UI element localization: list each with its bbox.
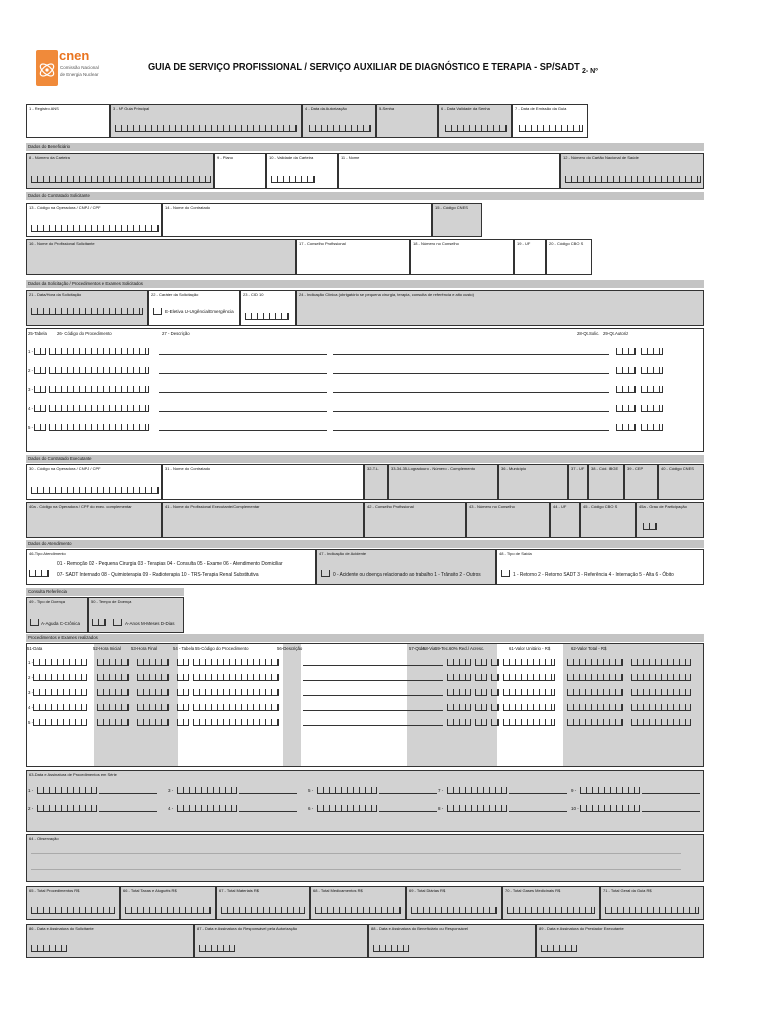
serie-number: 4 - [168, 806, 174, 811]
field-total-geral[interactable]: 71 - Total Geral da Guia R$ [600, 886, 704, 920]
field-codigo-operadora[interactable]: 13 - Código na Operadora / CNPJ / CPF [26, 203, 162, 237]
table-procedimentos-realizados: 51-Data 52-Hora Inicial 53-Hora Final 54 - Tabela 55-Código do Procedimento 56-Descrição 57-Qtde. 58-Via 59-Tec. 60% Red./ Acresc. 61-Valor Unitário - R$ 62-Valor Total - R$ 1 - 2 - 3 - 4 - 5 - [26, 643, 704, 767]
field-tipo-atendimento[interactable]: 46-Tipo Atendimento 01 - Remoção 02 - Pequena Cirurgia 03 - Terapias 04 - Consulta 05 - Exame 06 - Atendimento Domiciliar 07- SADT Internado 08 - Quimioterapia 09 - Radioterapia 10 - TRS-Terapia Renal Substitutiva [26, 549, 316, 585]
field-exec-conselho[interactable]: 42 - Conselho Profissional [364, 502, 466, 538]
serie-number: 1 - [28, 788, 34, 793]
field-cbos[interactable]: 20 - Código CBO S [546, 239, 592, 275]
row-number: 5 - [28, 720, 34, 725]
field-uf[interactable]: 19 - UF [514, 239, 546, 275]
serie-item[interactable] [27, 787, 163, 797]
field-logradouro[interactable]: 33-34-35-Logradouro - Número - Complemento [388, 464, 498, 500]
field-exec-uf-conselho[interactable]: 44 - UF [550, 502, 580, 538]
serie-item[interactable] [437, 805, 573, 815]
row-number: 4 - [28, 406, 34, 411]
field-data-emissao[interactable]: 7 - Data de Emissão da Guia [512, 104, 588, 138]
field-profissional-executante[interactable]: 41 - Nome do Profissional Executante/Complementar [162, 502, 364, 538]
table-row[interactable] [27, 347, 703, 357]
row-number: 4 - [28, 705, 34, 710]
row-number: 3 - [28, 387, 34, 392]
serie-number: 3 - [168, 788, 174, 793]
serie-item[interactable] [167, 787, 303, 797]
field-cartao-nacional-saude[interactable]: 12 - Número do Cartão Nacional de Saúde [560, 153, 704, 189]
field-municipio[interactable]: 36 - Município [498, 464, 568, 500]
field-assinatura-prestador[interactable]: 89 - Data e Assinatura do Prestador Executante [536, 924, 704, 958]
field-exec-cnes[interactable]: 40 - Código CNES [658, 464, 704, 500]
serie-number: 5 - [308, 788, 314, 793]
field-total-diarias[interactable]: 69 - Total Diárias R$ [406, 886, 502, 920]
section-beneficiario: Dados do Beneficiário [26, 143, 704, 151]
serie-item[interactable] [167, 805, 303, 815]
field-nome-beneficiario[interactable]: 11 - Nome [338, 153, 560, 189]
field-plano[interactable]: 9 - Plano [214, 153, 266, 189]
serie-item[interactable] [570, 805, 706, 815]
field-exec-numero-conselho[interactable]: 43 - Número no Conselho [466, 502, 550, 538]
field-nome-contratado[interactable]: 14 - Nome do Contratado [162, 203, 432, 237]
row-number: 3 - [28, 690, 34, 695]
table-row[interactable] [27, 718, 703, 728]
field-tipo-doenca[interactable]: 49 - Tipo de Doença A-Aguda C-Crônica [26, 597, 88, 633]
logo-wordmark: cnen [59, 48, 90, 63]
field-total-materiais[interactable]: 67 - Total Materiais R$ [216, 886, 310, 920]
row-number: 1 - [28, 660, 34, 665]
field-assinatura-solicitante[interactable]: 86 - Data e Assinatura do Solicitante [26, 924, 194, 958]
field-numero-conselho[interactable]: 18 - Número no Conselho [410, 239, 514, 275]
field-total-taxas[interactable]: 66 - Total Taxas e Aluguéis R$ [120, 886, 216, 920]
field-observacao[interactable]: 64 - Observação [26, 834, 704, 882]
table-row[interactable] [27, 688, 703, 698]
field-data-validade-senha[interactable]: 6 - Data Validade da Senha [438, 104, 512, 138]
field-grau-participacao[interactable]: 45a - Grau de Participação [636, 502, 704, 538]
field-profissional-solicitante[interactable]: 16 - Nome do Profissional Solicitante [26, 239, 296, 275]
section-procedimentos-realizados: Procedimentos e Exames realizados [26, 634, 704, 642]
field-indicacao-clinica[interactable]: 24 - Indicação Clínica (obrigatório se pequena cirurgia, terapia, consulta de referência e alto custo) [296, 290, 704, 326]
field-exec-cbos[interactable]: 45 - Código CBO S [580, 502, 636, 538]
field-validade-carteira[interactable]: 10 - Validade da Carteira [266, 153, 338, 189]
atom-icon [36, 50, 58, 86]
field-total-medicamentos[interactable]: 68 - Total Medicamentos R$ [310, 886, 406, 920]
field-exec-complementar-codigo[interactable]: 40a - Código na Operadora / CPF do exec. complementar [26, 502, 162, 538]
serie-number: 8 - [438, 806, 444, 811]
field-cid10[interactable]: 23 - CID 10 [240, 290, 296, 326]
field-procedimentos-serie[interactable]: 63-Data e Assinatura de Procedimentos em Série 1 - 2 - 3 - 4 - 5 - 6 - 7 - 8 - 9 - 10 - [26, 770, 704, 832]
table-row[interactable] [27, 673, 703, 683]
serie-number: 2 - [28, 806, 34, 811]
serie-number: 7 - [438, 788, 444, 793]
field-indicacao-acidente[interactable]: 47 - Indicação de Acidente 0 - Acidente ou doença relacionado ao trabalho 1 - Trânsito 2 - Outros [316, 549, 496, 585]
field-data-hora-solicitacao[interactable]: 21 - Data/Hora da Solicitação [26, 290, 148, 326]
logo-subtitle-1: Comissão Nacional [60, 65, 99, 70]
section-solicitacao: Dados da Solicitação / Procedimentos e Exames Solicitados [26, 280, 704, 288]
logo-subtitle-2: de Energia Nuclear [60, 72, 99, 77]
field-numero-carteira[interactable]: 8 - Número da Carteira [26, 153, 214, 189]
field-assinatura-beneficiario[interactable]: 88 - Data e Assinatura do Beneficiário ou Responsável [368, 924, 536, 958]
field-tl[interactable]: 32-T.L. [364, 464, 388, 500]
serie-item[interactable] [570, 787, 706, 797]
table-procedimentos-solicitados: 25-Tabela 26- Código do Procedimento 27 - Descrição 28-Qt.Solic. 29-Qt.Autoriz 1 - 2 - 3 - 4 - 5 - [26, 328, 704, 452]
cnen-logo [36, 50, 58, 86]
field-tipo-saida[interactable]: 48 - Tipo de Saída 1 - Retorno 2 - Retorno SADT 3 - Referência 4 - Internação 5 - Alta 6 - Óbito [496, 549, 704, 585]
field-exec-uf[interactable]: 37 - UF [568, 464, 588, 500]
field-data-autorizacao[interactable]: 4 - Data da Autorização [302, 104, 376, 138]
serie-number: 10 - [571, 806, 579, 811]
row-number: 2 - [28, 675, 34, 680]
field-total-procedimentos[interactable]: 65 - Total Procedimentos R$ [26, 886, 120, 920]
table-row[interactable] [27, 658, 703, 668]
guide-number-label: 2- Nº [582, 68, 598, 75]
section-executante: Dados do Contratado Executante [26, 455, 704, 463]
row-number: 1 - [28, 349, 34, 354]
table-row[interactable] [27, 423, 703, 433]
section-solicitante: Dados do Contratado Solicitante [26, 192, 704, 200]
table-row[interactable] [27, 385, 703, 395]
field-total-gases[interactable]: 70 - Total Gases Medicinais R$ [502, 886, 600, 920]
serie-item[interactable] [307, 805, 443, 815]
field-exec-nome-contratado[interactable]: 31 - Nome do Contratado [162, 464, 364, 500]
form-title: GUIA DE SERVIÇO PROFISSIONAL / SERVIÇO AUXILIAR DE DIAGNÓSTICO E TERAPIA - SP/SADT [148, 61, 580, 73]
field-assinatura-autorizacao[interactable]: 87 - Data e Assinatura do Responsável pela Autorização [194, 924, 368, 958]
row-number: 5 - [28, 425, 34, 430]
field-codigo-cnes[interactable]: 15 - Código CNES [432, 203, 482, 237]
field-registro-ans[interactable]: 1 - Registro ANS [26, 104, 110, 138]
field-ibge[interactable]: 38 - Cód. IBGE [588, 464, 624, 500]
field-guia-principal[interactable]: 3 - Nº Guia Principal [110, 104, 302, 138]
field-carater-solicitacao[interactable]: 22 - Caráter da Solicitação E-Eletiva U-Urgência/Emergência [148, 290, 240, 326]
serie-number: 6 - [308, 806, 314, 811]
table-row[interactable] [27, 703, 703, 713]
section-atendimento: Dados do Atendimento [26, 540, 704, 548]
serie-item[interactable] [27, 805, 163, 815]
field-tempo-doenca[interactable]: 50 - Tempo de Doença A-Anos M-Meses D-Dias [88, 597, 184, 633]
table-row[interactable] [27, 366, 703, 376]
serie-item[interactable] [437, 787, 573, 797]
serie-item[interactable] [307, 787, 443, 797]
field-senha[interactable]: 5-Senha [376, 104, 438, 138]
table-row[interactable] [27, 404, 703, 414]
field-exec-codigo-operadora[interactable]: 30 - Código na Operadora / CNPJ / CPF [26, 464, 162, 500]
field-cep[interactable]: 39 - CEP [624, 464, 658, 500]
section-consulta-referencia: Consulta Referência [26, 588, 184, 596]
row-number: 2 - [28, 368, 34, 373]
serie-number: 9 - [571, 788, 577, 793]
field-conselho-profissional[interactable]: 17 - Conselho Profissional [296, 239, 410, 275]
